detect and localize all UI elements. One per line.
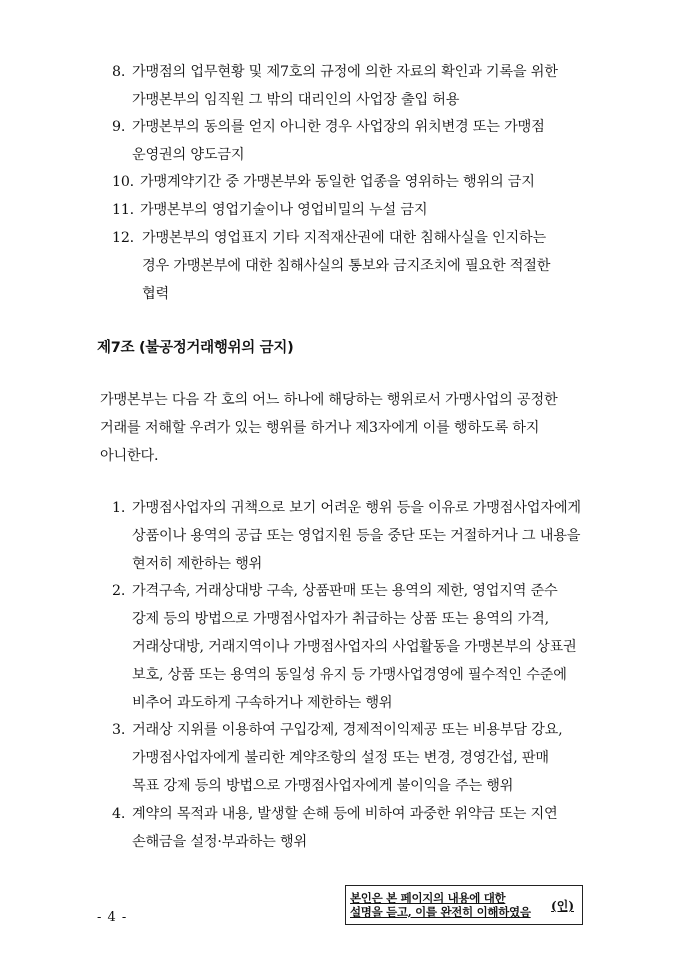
item-text-continued: 손해금을 설정·부과하는 행위	[132, 834, 307, 850]
item-number: 9.	[112, 119, 126, 135]
item-text-continued: 가맹점사업자에게 불리한 계약조항의 설정 또는 변경, 경영간섭, 판매	[132, 750, 549, 766]
item-number: 3.	[112, 722, 126, 738]
item-text: 가격구속, 거래상대방 구속, 상품판매 또는 용역의 제한, 영업지역 준수	[132, 583, 558, 599]
intro-line: 거래를 저해할 우려가 있는 행위를 하거나 제3자에게 이를 행하도록 하지	[100, 420, 540, 436]
item-text-continued: 경우 가맹본부에 대한 침해사실의 통보와 금지조치에 필요한 적절한	[142, 258, 551, 274]
page-number: - 4 -	[97, 910, 128, 925]
item-text-continued: 목표 강제 등의 방법으로 가맹점사업자에게 불이익을 주는 행위	[132, 778, 514, 794]
item-number: 12.	[112, 230, 134, 246]
confirmation-line-2: 설명을 듣고, 이를 완전히 이해하였음	[350, 905, 531, 919]
item-number: 11.	[112, 202, 134, 218]
confirmation-box	[345, 885, 583, 925]
item-text-continued: 협력	[142, 286, 170, 302]
item-text: 계약의 목적과 내용, 발생할 손해 등에 비하여 과중한 위약금 또는 지연	[132, 806, 558, 822]
item-text-continued: 거래상대방, 거래지역이나 가맹점사업자의 사업활동을 가맹본부의 상표권	[132, 639, 577, 655]
article-heading: 제7조 (불공정거래행위의 금지)	[97, 340, 294, 356]
item-text-continued: 비추어 과도하게 구속하거나 제한하는 행위	[132, 695, 393, 711]
intro-line: 가맹본부는 다음 각 호의 어느 하나에 해당하는 행위로서 가맹사업의 공정한	[100, 392, 558, 408]
confirmation-line-1: 본인은 본 페이지의 내용에 대한	[350, 891, 506, 905]
item-number: 8.	[112, 64, 126, 80]
item-text: 가맹계약기간 중 가맹본부와 동일한 업종을 영위하는 행위의 금지	[140, 174, 535, 190]
item-text-continued: 보호, 상품 또는 용역의 동일성 유지 등 가맹사업경영에 필수적인 수준에	[132, 667, 567, 683]
item-text-continued: 현저히 제한하는 행위	[132, 556, 263, 572]
item-text: 가맹본부의 영업기술이나 영업비밀의 누설 금지	[140, 202, 428, 218]
item-text: 가맹본부의 영업표지 기타 지적재산권에 대한 침해사실을 인지하는	[142, 230, 547, 246]
item-text-continued: 운영권의 양도금지	[132, 147, 245, 163]
item-number: 1.	[112, 500, 126, 516]
item-text: 거래상 지위를 이용하여 구입강제, 경제적이익제공 또는 비용부담 강요,	[132, 722, 563, 738]
item-number: 10.	[112, 174, 134, 190]
item-text: 가맹점사업자의 귀책으로 보기 어려운 행위 등을 이유로 가맹점사업자에게	[132, 500, 581, 516]
confirmation-text	[350, 891, 540, 919]
item-number: 2.	[112, 583, 126, 599]
signature-mark: (인)	[551, 899, 574, 913]
intro-line: 아니한다.	[100, 448, 159, 464]
item-text: 가맹점의 업무현황 및 제7호의 규정에 의한 자료의 확인과 기록을 위한	[132, 64, 558, 80]
item-text-continued: 가맹본부의 임직원 그 밖의 대리인의 사업장 출입 허용	[132, 92, 460, 108]
item-number: 4.	[112, 806, 126, 822]
item-text-continued: 강제 등의 방법으로 가맹점사업자가 취급하는 상품 또는 용역의 가격,	[132, 611, 549, 627]
item-text-continued: 상품이나 용역의 공급 또는 영업지원 등을 중단 또는 거절하거나 그 내용을	[132, 528, 581, 544]
item-text: 가맹본부의 동의를 얻지 아니한 경우 사업장의 위치변경 또는 가맹점	[132, 119, 545, 135]
